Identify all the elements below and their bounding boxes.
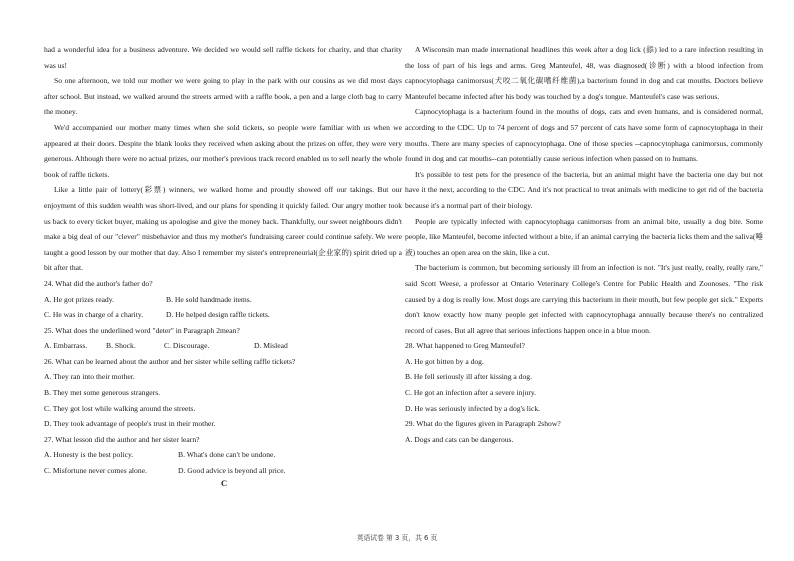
option-25b: B. Shock.: [106, 341, 136, 351]
right-paragraph-5: The bacterium is common, but becoming seriously ill from an infection is not. "It's just really, really, really rare," said Scott Weese, a professor at Ontario Veterinary College's Centre for Public Health and Zoonoses. "The risk caused by a dog is really low. Most dogs are carrying this bacterium in their mouth, but few people get sick." Experts don't know exactly how many people get infected with capnocytophaga annually because there's no centralized record of cases. But all agree that serious infections happen once in a blue moon.: [405, 263, 763, 335]
question-24: 24. What did the author's father do?: [44, 278, 153, 288]
option-24d: D. He helped design raffle tickets.: [166, 310, 270, 320]
option-24a: A. He got prizes ready.: [44, 294, 114, 304]
option-25c: C. Discourage.: [164, 341, 210, 351]
option-26d: D. They took advantage of people's trust in their mother.: [44, 419, 216, 429]
option-27c: C. Misfortune never comes alone.: [44, 466, 147, 476]
option-24b: B. He sold handmade items.: [166, 294, 252, 304]
question-26: 26. What can be learned about the author and her sister while selling raffle tickets?: [44, 356, 296, 366]
option-29a: A. Dogs and cats can be dangerous.: [405, 434, 514, 444]
left-paragraph-4: Like a little pair of lottery(彩票) winners, we walked home and proudly showed off our takings. But our enjoyment of this sudden wealth was short-lived, and our plans for spending it quickly failed. Our angry mother took us back to every ticket buyer, making us apologise and give the money back. Thankfully, our sweet neighbours didn't make a big deal of our "clever" misbehavior and thus my mother's fundraising career could continue safely. We were taught a good lesson by our mother that day. Also I remember my sister's entrepreneurial(企业家的) spirit dried up a bit after that.: [44, 185, 402, 273]
question-25: 25. What does the underlined word "deter" in Paragraph 2mean?: [44, 325, 240, 335]
option-28a: A. He got bitten by a dog.: [405, 356, 484, 366]
right-paragraph-4: People are typically infected with capnocytophaga canimorsus from an animal bite, usually a dog bite. Some people, like Manteufel, become infected without a bite, if an animal carrying the bacteria licks them and the saliva(唾液) touches an open area on the skin, like a cut.: [405, 216, 763, 257]
question-28: 28. What happened to Greg Manteufel?: [405, 341, 526, 351]
option-28c: C. He got an infection after a severe injury.: [405, 388, 537, 398]
right-paragraph-2: Capnocytophaga is a bacterium found in the mouths of dogs, cats and even humans, and is considered normal, according to the CDC. Up to 74 percent of dogs and 57 percent of cats have some form of capnocytophaga in their mouths. There are many species of capnocytophaga. One of those species --capnocytophaga canimorsus, commonly found in dog and cat mouths--can potentially cause serious infection when passed on to humans.: [405, 107, 763, 164]
option-26b: B. They met some generous strangers.: [44, 388, 161, 398]
answer-letter: C: [221, 478, 228, 488]
option-27a: A. Honesty is the best policy.: [44, 450, 134, 460]
left-column: [44, 42, 402, 479]
option-28b: B. He fell seriously ill after kissing a dog.: [405, 372, 532, 382]
question-27: 27. What lesson did the author and her sister learn?: [44, 434, 200, 444]
question-24-options-row-2: [44, 307, 402, 323]
option-26a: A. They ran into their mother.: [44, 372, 135, 382]
question-27-options-row-1: [44, 447, 402, 463]
question-29: 29. What do the figures given in Paragraph 2show?: [405, 419, 561, 429]
option-26c: C. They got lost while walking around the streets.: [44, 403, 196, 413]
option-27d: D. Good advice is beyond all price.: [178, 466, 286, 476]
question-25-options: [44, 338, 402, 354]
option-25d: D. Mislead: [254, 341, 288, 351]
left-paragraph-3: We'd accompanied our mother many times when she sold tickets, so people were familiar with us when we appeared at their doors. Despite the blank looks they received when asking about the prizes on offer, they were very generous. Although there were no actual prizes, our mother's previous track record enabled us to sell nearly the whole book of raffle tickets.: [44, 122, 402, 179]
right-column: [405, 42, 763, 447]
option-28d: D. He was seriously infected by a dog's lick.: [405, 403, 541, 413]
page-footer: 英语试卷 第 3 页，共 6 页: [356, 534, 438, 542]
right-paragraph-1: A Wisconsin man made international headlines this week after a dog lick (舔) led to a rare infection resulting in the loss of part of his legs and arms. Greg Manteufel, 48, was diagnosed(诊断) with a blood infection from capnocytophaga canimorsus(犬咬二氧化碳嗜纤维菌),a bacterium found in dog and cat mouths. Doctors believe Manteufel became infected after his body was touched by a dog's tongue. Manteufel's case was serious.: [405, 45, 763, 101]
left-paragraph-1: had a wonderful idea for a business adventure. We decided we would sell raffle tickets for charity, and that charity was us!: [44, 45, 402, 70]
option-25a: A. Embarrass.: [44, 341, 88, 351]
right-paragraph-3: It's possible to test pets for the presence of the bacteria, but an animal might have the bacteria one day but not have it the next, according to the CDC. And it's not practical to treat animals with medicine to get rid of the bacteria because it's a normal part of their biology.: [405, 169, 763, 210]
option-24c: C. He was in charge of a charity.: [44, 310, 144, 320]
question-27-options-row-2: [44, 463, 402, 479]
question-24-options-row-1: [44, 292, 402, 308]
left-paragraph-2: So one afternoon, we told our mother we were going to play in the park with our cousins as we did most days after school. But instead, we walked around the streets armed with a raffle book, a pen and a large cloth bag to carry the money.: [44, 76, 402, 117]
option-27b: B. What's done can't be undone.: [178, 450, 276, 460]
